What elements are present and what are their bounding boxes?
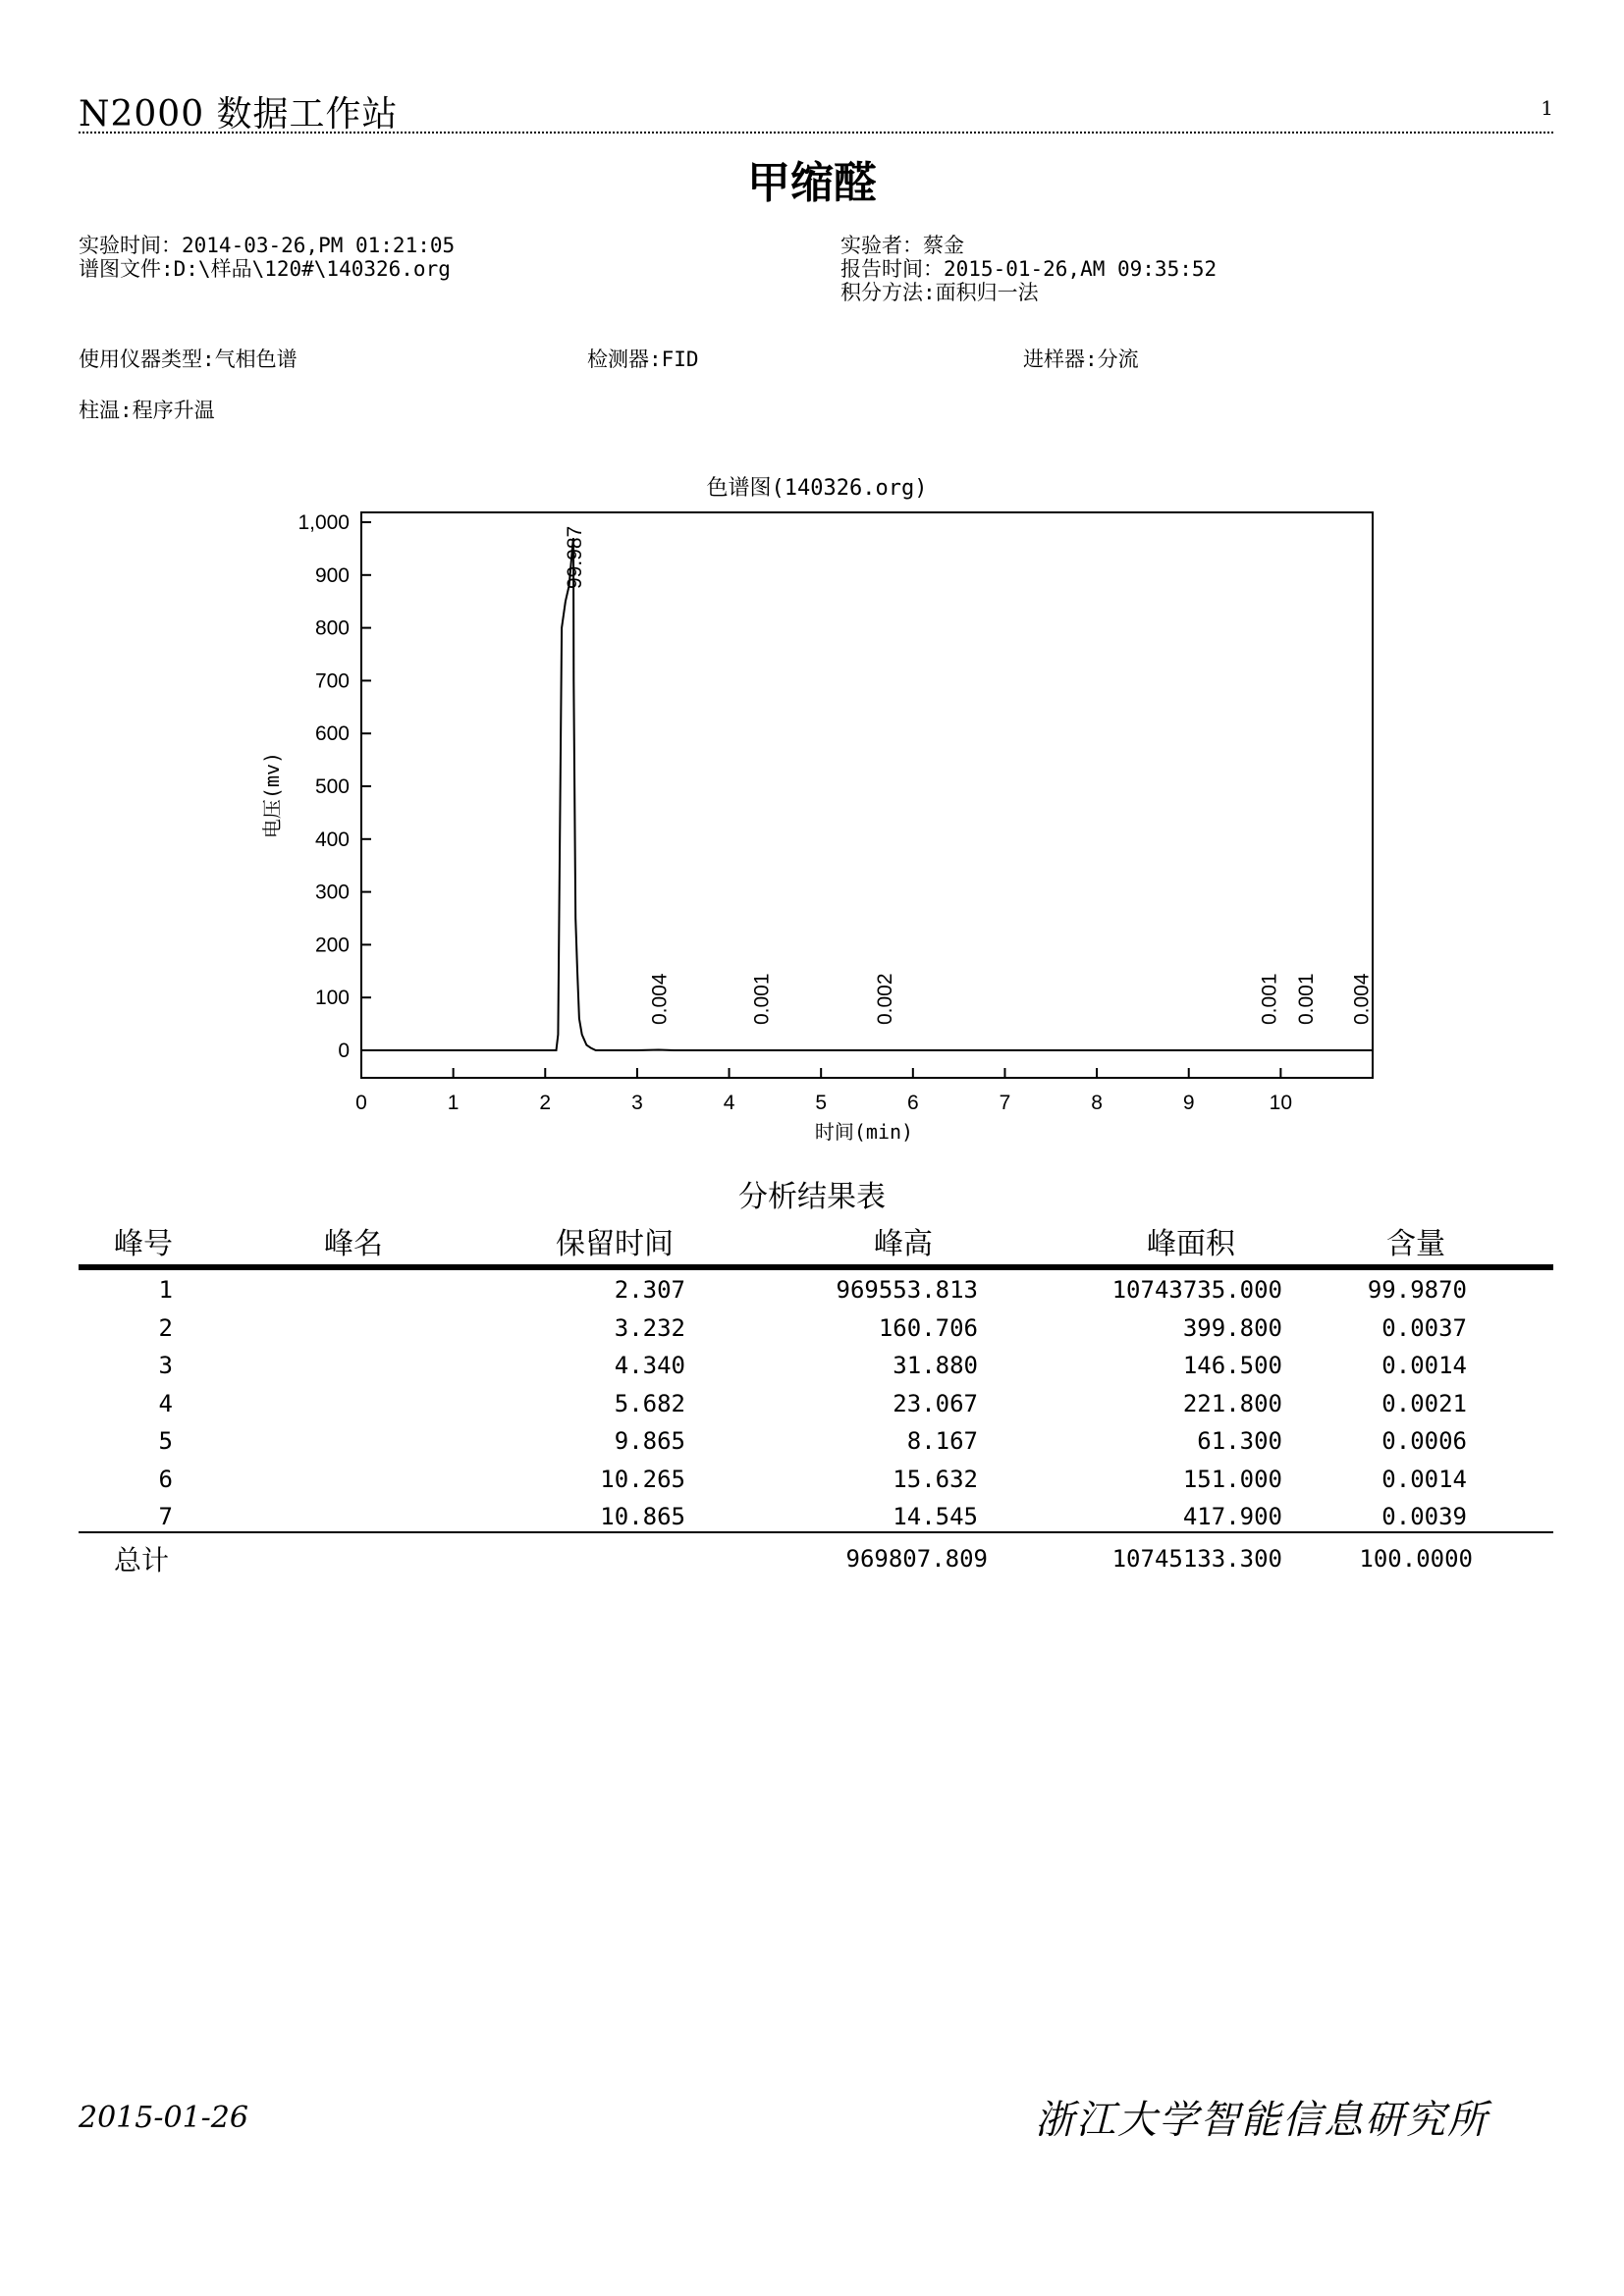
y-tick-label: 100 xyxy=(314,987,350,1010)
cell-retention-time: 2.307 xyxy=(614,1276,685,1304)
cell-peak-no: 7 xyxy=(158,1503,173,1530)
cell-peak-height: 23.067 xyxy=(893,1389,978,1417)
cell-peak-height: 160.706 xyxy=(878,1313,978,1342)
cell-content: 0.0021 xyxy=(1381,1389,1467,1417)
peak-labels xyxy=(564,526,1373,1025)
col-header-peak-no: 峰号 xyxy=(114,1227,173,1261)
cell-content: 0.0006 xyxy=(1381,1427,1467,1455)
peak-label: 0.001 xyxy=(1295,973,1319,1025)
results-title: 分析结果表 xyxy=(738,1180,886,1214)
y-tick-label: 0 xyxy=(338,1040,350,1062)
cell-peak-no: 4 xyxy=(158,1389,173,1417)
cell-peak-area: 10743735.000 xyxy=(1111,1276,1282,1304)
x-tick-label: 0 xyxy=(355,1092,367,1114)
cell-peak-height: 969553.813 xyxy=(836,1276,978,1304)
col-header-peak-area: 峰面积 xyxy=(1147,1227,1235,1261)
y-tick-label: 600 xyxy=(314,722,350,746)
x-axis-label: 时间(min) xyxy=(814,1120,914,1144)
x-tick-label: 4 xyxy=(723,1092,735,1114)
cell-retention-time: 5.682 xyxy=(614,1389,685,1417)
integration-method: 积分方法:面积归一法 xyxy=(840,281,1039,304)
cell-peak-height: 14.545 xyxy=(893,1503,978,1530)
total-content: 100.0000 xyxy=(1359,1545,1473,1573)
col-header-peak-height: 峰高 xyxy=(874,1227,933,1261)
file-path: 谱图文件:D:\样品\120#\140326.org xyxy=(79,257,451,281)
cell-peak-no: 2 xyxy=(158,1313,173,1342)
cell-peak-height: 31.880 xyxy=(893,1352,978,1379)
cell-content: 0.0014 xyxy=(1381,1465,1467,1493)
peak-label: 0.004 xyxy=(648,973,672,1025)
total-label: 总计 xyxy=(114,1544,170,1576)
page-number: 1 xyxy=(1541,96,1553,120)
x-tick-label: 5 xyxy=(815,1092,828,1114)
x-tick-label: 9 xyxy=(1182,1092,1195,1114)
cell-retention-time: 10.865 xyxy=(600,1503,685,1530)
x-tick-label: 10 xyxy=(1269,1092,1293,1114)
cell-retention-time: 4.340 xyxy=(614,1352,685,1379)
cell-peak-no: 6 xyxy=(158,1465,173,1493)
experiment-time: 实验时间：2014-03-26,PM 01:21:05 xyxy=(79,234,456,257)
col-header-retention-time: 保留时间 xyxy=(556,1227,674,1261)
x-tick-label: 7 xyxy=(999,1092,1011,1114)
col-header-content: 含量 xyxy=(1386,1227,1445,1261)
column-temperature: 柱温:程序升温 xyxy=(79,399,215,422)
cell-content: 0.0037 xyxy=(1381,1313,1467,1342)
total-peak-height: 969807.809 xyxy=(845,1545,988,1573)
report-time: 报告时间：2015-01-26,AM 09:35:52 xyxy=(840,257,1218,281)
y-tick-label: 1,000 xyxy=(298,511,350,534)
document-title: 甲缩醛 xyxy=(747,158,877,208)
cell-peak-area: 399.800 xyxy=(1182,1313,1282,1342)
experimenter: 实验者：蔡金 xyxy=(840,234,964,257)
x-tick-label: 8 xyxy=(1091,1092,1103,1114)
y-axis-label: 电压(mv) xyxy=(260,751,284,839)
cell-content: 0.0039 xyxy=(1381,1503,1467,1530)
cell-peak-no: 5 xyxy=(158,1427,173,1455)
table-total-rule xyxy=(79,1531,1553,1533)
y-tick-label: 900 xyxy=(314,563,350,587)
cell-peak-area: 146.500 xyxy=(1182,1352,1282,1379)
y-tick-label: 300 xyxy=(314,881,350,904)
chart-title: 色谱图(140326.org) xyxy=(706,476,928,501)
footer-date: 2015-01-26 xyxy=(79,2101,248,2135)
y-tick-label: 200 xyxy=(314,934,350,957)
y-tick-label: 800 xyxy=(314,616,350,640)
cell-peak-height: 8.167 xyxy=(906,1427,978,1455)
cell-peak-area: 417.900 xyxy=(1182,1503,1282,1530)
peak-label: 0.001 xyxy=(750,973,774,1025)
cell-peak-no: 3 xyxy=(158,1352,173,1379)
cell-content: 99.9870 xyxy=(1367,1276,1467,1304)
col-header-peak-name: 峰名 xyxy=(324,1227,383,1261)
app-title: N2000 数据工作站 xyxy=(79,94,399,134)
cell-retention-time: 9.865 xyxy=(614,1427,685,1455)
peak-label: 99.987 xyxy=(564,525,587,589)
y-tick-label: 500 xyxy=(314,775,350,798)
y-tick-label: 700 xyxy=(314,669,350,693)
footer-organization: 浙江大学智能信息研究所 xyxy=(1035,2098,1489,2143)
injector: 进样器:分流 xyxy=(1023,347,1139,371)
peak-label: 0.001 xyxy=(1258,973,1281,1025)
cell-retention-time: 3.232 xyxy=(614,1313,685,1342)
total-peak-area: 10745133.300 xyxy=(1111,1545,1282,1573)
peak-label: 0.004 xyxy=(1350,973,1374,1025)
y-axis xyxy=(298,511,371,1062)
cell-peak-height: 15.632 xyxy=(893,1465,978,1493)
cell-retention-time: 10.265 xyxy=(600,1465,685,1493)
x-axis xyxy=(355,1068,1292,1114)
cell-peak-area: 221.800 xyxy=(1182,1389,1282,1417)
cell-content: 0.0014 xyxy=(1381,1352,1467,1379)
table-header-rule xyxy=(79,1264,1553,1270)
peak-label: 0.002 xyxy=(874,973,897,1025)
x-tick-label: 3 xyxy=(631,1092,643,1114)
instrument-type: 使用仪器类型:气相色谱 xyxy=(79,347,298,371)
y-tick-label: 400 xyxy=(314,828,350,851)
cell-peak-no: 1 xyxy=(158,1276,173,1304)
plot-frame xyxy=(361,512,1373,1078)
x-tick-label: 2 xyxy=(539,1092,552,1114)
cell-peak-area: 61.300 xyxy=(1197,1427,1282,1455)
chromatogram-trace xyxy=(361,538,1373,1050)
x-tick-label: 6 xyxy=(906,1092,919,1114)
detector: 检测器:FID xyxy=(587,347,699,371)
cell-peak-area: 151.000 xyxy=(1182,1465,1282,1493)
x-tick-label: 1 xyxy=(447,1092,460,1114)
